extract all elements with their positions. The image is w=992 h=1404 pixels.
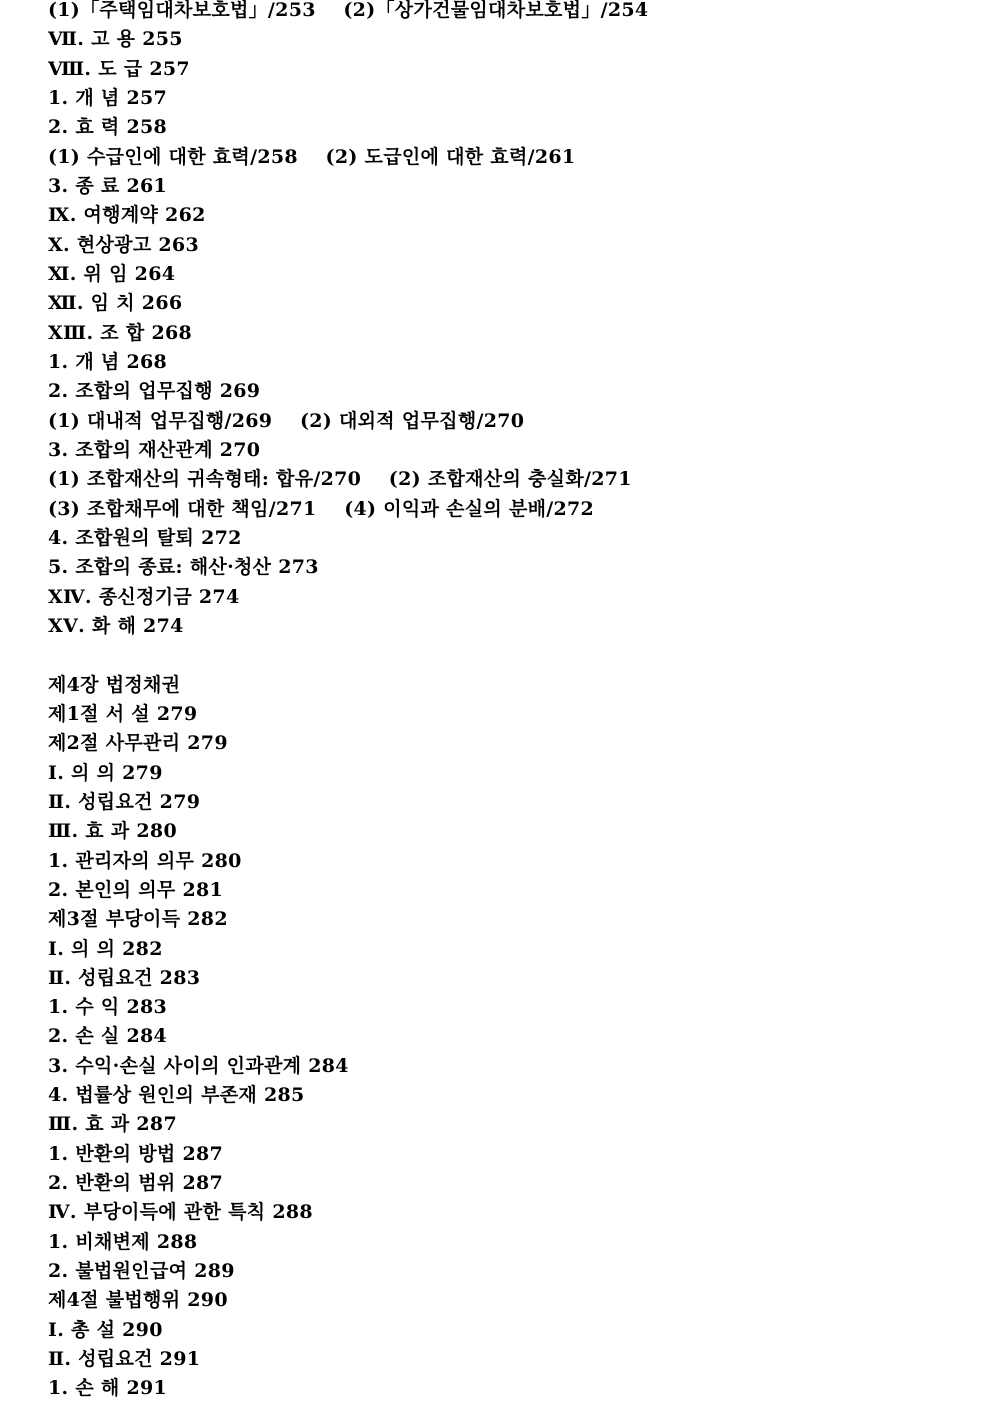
toc-entry: 1. 비채변제 288 <box>48 1230 198 1253</box>
toc-entry: Ⅰ. 의 의 282 <box>48 937 163 960</box>
toc-entry: 3. 수익·손실 사이의 인과관계 284 <box>48 1054 349 1077</box>
toc-entry: Ⅶ. 고 용 255 <box>48 28 183 51</box>
toc-entry: Ⅰ. 총 설 290 <box>48 1318 163 1341</box>
chapter-heading: 제4장 법정채권 <box>48 673 181 696</box>
toc-entry: 4. 법률상 원인의 부존재 285 <box>48 1084 305 1107</box>
section-heading: 제1절 서 설 279 <box>48 702 198 725</box>
toc-entry: Ⅳ. 부당이득에 관한 특칙 288 <box>48 1201 313 1224</box>
section-heading: 제4절 불법행위 290 <box>48 1289 228 1312</box>
blank-line <box>48 641 968 670</box>
toc-entry: 1. 개 념 257 <box>48 86 168 109</box>
toc-entry: 2. 반환의 범위 287 <box>48 1172 224 1195</box>
toc-entry: (1) 대내적 업무집행/269 (2) 대외적 업무집행/270 <box>48 409 525 432</box>
toc-entry: Ⅹ. 현상광고 263 <box>48 233 199 256</box>
toc-entry: Ⅱ. 성립요건 279 <box>48 790 201 813</box>
toc-entry: 4. 조합원의 탈퇴 272 <box>48 526 242 549</box>
toc-entry: 2. 본인의 의무 281 <box>48 878 224 901</box>
toc-entry: 1. 수 익 283 <box>48 996 168 1019</box>
toc-entry: Ⅺ. 위 임 264 <box>48 262 176 285</box>
toc-entry: Ⅱ. 성립요건 283 <box>48 966 201 989</box>
toc-entry: 3. 종 료 261 <box>48 174 168 197</box>
toc-entry: Ⅲ. 효 과 287 <box>48 1113 177 1136</box>
section-heading: 제2절 사무관리 279 <box>48 732 228 755</box>
toc-entry: ⅩⅢ. 조 합 268 <box>48 321 193 344</box>
toc-entry: 1. 반환의 방법 287 <box>48 1142 224 1165</box>
toc-entry: 2. 손 실 284 <box>48 1025 168 1048</box>
toc-entry: 1. 관리자의 의무 280 <box>48 849 242 872</box>
toc-entry: ⅩⅣ. 종신정기금 274 <box>48 585 240 608</box>
table-of-contents <box>48 0 968 1404</box>
toc-entry: (1) 수급인에 대한 효력/258 (2) 도급인에 대한 효력/261 <box>48 145 576 168</box>
toc-entry: ⅩⅤ. 화 해 274 <box>48 614 184 637</box>
toc-entry: (1) 조합재산의 귀속형태: 합유/270 (2) 조합재산의 충실화/271 <box>48 468 632 491</box>
toc-entry: (1)「주택임대차보호법」/253 (2)「상가건물임대차보호법」/254 <box>48 0 649 21</box>
toc-entry: 3. 조합의 재산관계 270 <box>48 438 261 461</box>
toc-entry: Ⅷ. 도 급 257 <box>48 57 190 80</box>
toc-entry: Ⅰ. 의 의 279 <box>48 761 163 784</box>
toc-entry: 2. 효 력 258 <box>48 116 168 139</box>
toc-entry: 2. 조합의 업무집행 269 <box>48 380 261 403</box>
toc-entry: 5. 조합의 종료: 해산·청산 273 <box>48 556 319 579</box>
section-heading: 제3절 부당이득 282 <box>48 908 228 931</box>
toc-entry: Ⅸ. 여행계약 262 <box>48 204 206 227</box>
toc-entry: (3) 조합채무에 대한 책임/271 (4) 이익과 손실의 분배/272 <box>48 497 595 520</box>
toc-entry: Ⅱ. 성립요건 291 <box>48 1348 201 1371</box>
toc-entry: 1. 손 해 291 <box>48 1377 168 1400</box>
toc-entry: 2. 불법원인급여 289 <box>48 1260 235 1283</box>
toc-entry: 1. 개 념 268 <box>48 350 168 373</box>
toc-entry: Ⅲ. 효 과 280 <box>48 820 177 843</box>
toc-entry: Ⅻ. 임 치 266 <box>48 292 183 315</box>
